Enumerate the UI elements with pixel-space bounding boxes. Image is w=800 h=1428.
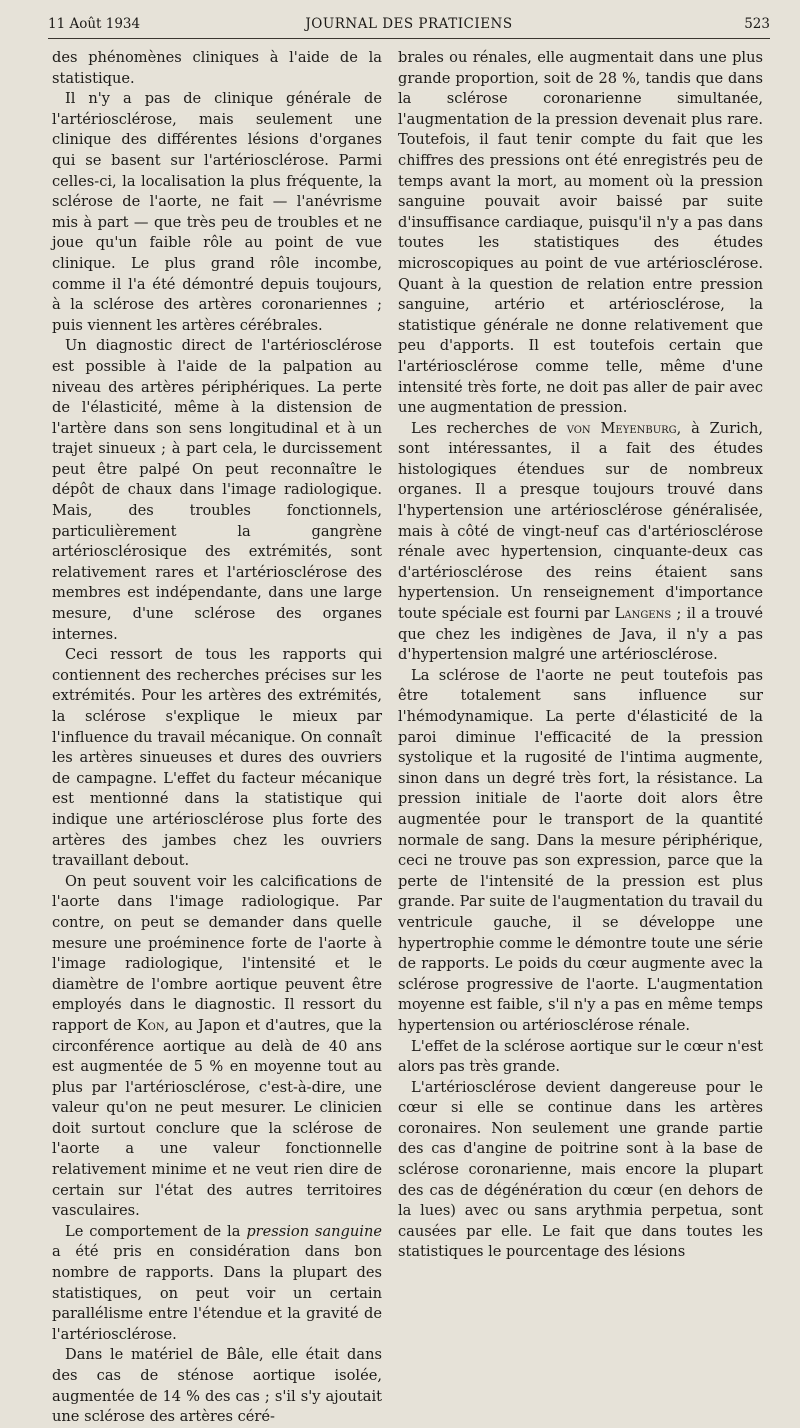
left-column: [52, 48, 382, 1428]
text-run: Le comportement de la: [65, 1222, 247, 1240]
paragraph: Un diagnostic direct de l'artériosclérose est possible à l'aide de la palpation au niveau des artères périphériques. La perte de l'élasticité, même à la distension de l'artère dans son sens longitudinal et à un trajet sinueux ; à part cela, le durcissement peut être palpé On peut reconnaître le dépôt de chaux dans l'image radiologique. Mais, des troubles fonctionnels, particulièrement la gangrène artériosclérosique des extrémités, sont relativement rares et l'artériosclérose des membres est indépendante, dans une large mesure, d'une sclérose des organes internes.: [52, 337, 382, 643]
text-run: , au Japon et d'autres, que la circonférence aortique au delà de 40 ans est augmentée de 5 % en moyenne tout au plus par l'artériosclérose, c'est-à-dire, une valeur qu'on ne peut mesurer. Le clinicien doit surtout conclure que la sclérose de l'aorte a une valeur fonctionnelle relativement minime et ne veut rien dire de certain sur l'état des autres territoires vasculaires.: [52, 1016, 382, 1220]
paragraph: Ceci ressort de tous les rapports qui contiennent des recherches précises sur les extrémités. Pour les artères des extrémités, la sclérose s'explique le mieux par l'influence du travail mécanique. On connaît les artères sinueuses et dures des ouvriers de campagne. L'effet du facteur mécanique est mentionné dans la statistique qui indique une artériosclérose plus forte des artères des jambes chez les ouvriers travaillant debout.: [52, 646, 382, 870]
author-name: von Meyenburg: [566, 419, 677, 437]
text-run: ; il a trouvé que chez les indigènes de Java, il n'y a pas d'hypertension malgré une artériosclérose.: [398, 605, 763, 664]
author-name: Langens: [614, 605, 672, 623]
text-run: Les recherches de: [411, 419, 567, 437]
emphasis-term: pression sanguine: [246, 1222, 383, 1240]
running-header: [48, 12, 770, 39]
paragraph: brales ou rénales, elle augmentait dans une plus grande proportion, soit de 28 %, tandis que dans la sclérose coronarienne simultanée, l'augmentation de la pression devenait plus rare. Toutefois, il faut tenir compte du fait que les chiffres des pressions ont été enregistrés peu de temps avant la mort, au moment où la pression sanguine pouvait avoir baissé par suite d'insuffisance cardiaque, puisqu'il n'y a pas dans toutes les statistiques des études microscopiques au point de vue artériosclérose. Quant à la question de relation entre pression sanguine, artério et artériosclérose, la statistique générale ne donne relativement que peu d'apports. Il est toutefois certain que l'artériosclérose comme telle, même d'une intensité très forte, ne doit pas aller de pair avec une augmentation de pression.: [398, 49, 763, 417]
text-run: a été pris en considération dans bon nombre de rapports. Dans la plupart des statistiques, on peut voir un certain parallélisme entre l'étendue et la gravité de l'artériosclérose.: [52, 1243, 382, 1343]
author-name: Kon: [136, 1016, 165, 1034]
paragraph: L'effet de la sclérose aortique sur le cœur n'est alors pas très grande.: [398, 1037, 763, 1076]
right-column: [398, 48, 763, 1263]
header-journal-title: JOURNAL DES PRATICIENS: [305, 16, 513, 32]
header-date: 11 Août 1934: [48, 16, 141, 32]
text-run: On peut souvent voir les calcifications de l'aorte dans l'image radiologique. Par contre, on peut se demander dans quelle mesure une proéminence forte de l'aorte à l'image radiologique, l'intensité et le diamètre de l'ombre aortique peuvent être employés dans le diagnostic. Il ressort du rapport de: [52, 872, 382, 1034]
paragraph: [52, 872, 382, 1222]
paragraph: des phénomènes cliniques à l'aide de la statistique.: [52, 49, 382, 87]
paragraph: La sclérose de l'aorte ne peut toutefois pas être totalement sans influence sur l'hémodynamique. La perte d'élasticité de la paroi diminue l'efficacité de la pression systolique et la rugosité de l'intima augmente, sinon dans un degré très fort, la résistance. La pression initiale de l'aorte doit alors être augmentée pour le transport de la quantité normale de sang. Dans la mesure périphérique, ceci ne trouve pas son expression, parce que la perte de l'intensité de la pression est plus grande. Par suite de l'augmentation du travail du ventricule gauche, il se développe une hypertrophie comme le démontre toute une série de rapports. Le poids du cœur augmente avec la sclérose progressive de l'aorte. L'augmentation moyenne est faible, s'il n'y a pas en même temps hypertension ou artériosclérose rénale.: [398, 666, 763, 1034]
paragraph: Dans le matériel de Bâle, elle était dans des cas de sténose aortique isolée, augmentée de 14 % des cas ; s'il s'y ajoutait une sclérose des artères céré-: [52, 1346, 382, 1426]
paragraph: Il n'y a pas de clinique générale de l'artériosclérose, mais seulement une clinique des différentes lésions d'organes qui se basent sur l'artériosclérose. Parmi celles-ci, la localisation la plus fréquente, la sclérose de l'aorte, ne fait — l'anévrisme mis à part — que très peu de troubles et ne joue qu'un faible rôle au point de vue clinique. Le plus grand rôle incombe, comme il l'a été démontré depuis toujours, à la sclérose des artères coronariennes ; puis viennent les artères cérébrales.: [52, 90, 382, 334]
text-run: , à Zurich, sont intéressantes, il a fait des études histologiques étendues sur de nombreux organes. Il a presque toujours trouvé dans l'hypertension une artériosclérose généralisée, mais à côté de vingt-neuf cas d'artériosclérose rénale avec hypertension, cinquante-deux cas d'artériosclérose des reins étaient sans hypertension. Un renseignement d'importance toute spéciale est fourni par: [398, 419, 763, 623]
paragraph: [398, 419, 763, 666]
header-page-number: 523: [744, 16, 770, 32]
paragraph: [52, 1222, 382, 1346]
paragraph: L'artériosclérose devient dangereuse pour le cœur si elle se continue dans les artères coronaires. Non seulement une grande partie des cas d'angine de poitrine sont à la base de sclérose coronarienne, mais encore la plupart des cas de dégénération du cœur (en dehors de la lues) avec ou sans arythmia perpetua, sont causées par elle. Le fait que dans toutes les statistiques le pourcentage des lésions: [398, 1078, 763, 1261]
